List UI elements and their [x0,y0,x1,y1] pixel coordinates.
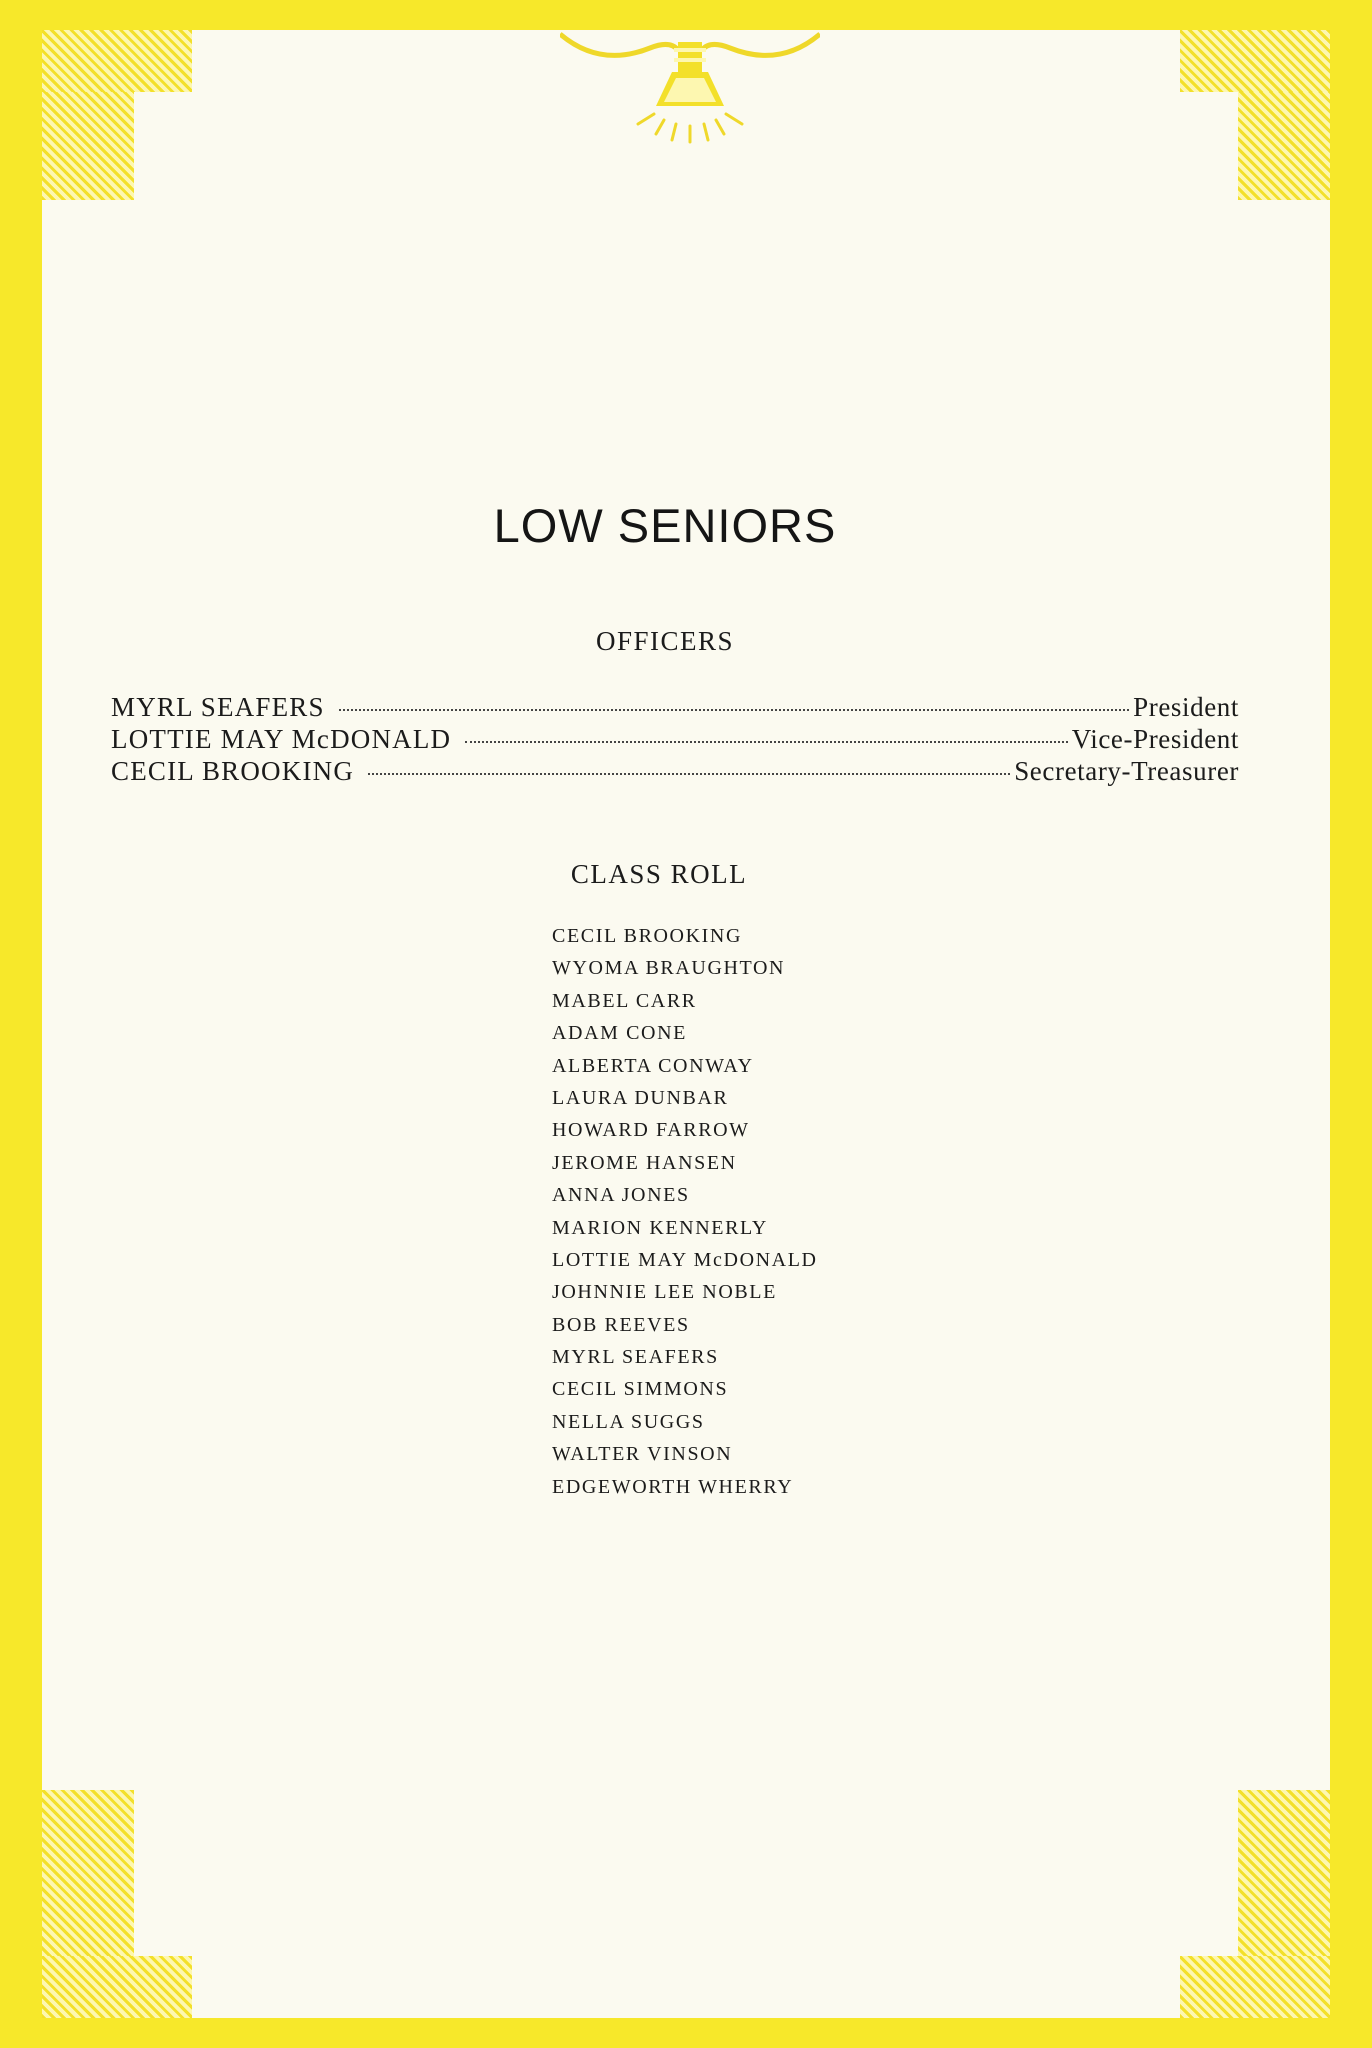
class-roll-item: CECIL SIMMONS [552,1378,729,1401]
class-roll-item: BOB REEVES [552,1313,690,1336]
class-roll-item: CECIL BROOKING [552,925,742,947]
class-roll-item: HOWARD FARROW [552,1119,750,1142]
dot-leader [465,741,1068,743]
officer-name: CECIL BROOKING [111,756,355,786]
dot-leader [368,773,1010,775]
officer-role: Secretary-Treasurer [1014,756,1239,786]
page-title: LOW SENIORS [493,499,837,552]
class-roll-item: LOTTIE MAY McDONALD [552,1248,818,1271]
officer-role: President [1133,692,1239,722]
officer-row [111,724,1239,758]
class-roll-item: MARION KENNERLY [552,1216,768,1239]
class-roll-item: MYRL SEAFERS [552,1346,719,1369]
officer-row [111,756,1239,790]
officer-name: MYRL SEAFERS [111,692,325,722]
border-left [0,0,42,2048]
class-roll-item: JEROME HANSEN [552,1151,737,1174]
class-roll-heading: CLASS ROLL [570,859,748,889]
officer-row [111,692,1239,726]
class-roll-list [552,924,818,1507]
class-roll-item: EDGEWORTH WHERRY [552,1475,794,1498]
class-roll-item: MABEL CARR [552,989,697,1012]
corner-ornament-bottom-right [1238,1790,1330,1960]
corner-ornament-bottom-right-horizontal [1180,1956,1330,2018]
class-roll-item: JOHNNIE LEE NOBLE [552,1281,777,1304]
corner-ornament-bottom-left-horizontal [42,1956,192,2018]
officers-heading: OFFICERS [595,626,735,656]
border-bottom [0,2018,1372,2048]
border-right [1330,0,1372,2048]
officer-name: LOTTIE MAY McDONALD [111,724,452,754]
class-roll-item: ALBERTA CONWAY [552,1054,754,1077]
officer-role: Vice-President [1071,724,1239,754]
hanging-lamp-icon [560,28,820,148]
class-roll-item: NELLA SUGGS [552,1410,705,1433]
corner-ornament-bottom-left [42,1790,134,1960]
class-roll-item: WALTER VINSON [552,1443,733,1466]
corner-ornament-top-right-horizontal [1180,30,1330,92]
class-roll-item: LAURA DUNBAR [552,1086,729,1109]
class-roll-item: ADAM CONE [552,1022,687,1045]
corner-ornament-top-left-horizontal [42,30,192,92]
class-roll-item: WYOMA BRAUGHTON [552,957,786,980]
dot-leader [339,709,1129,711]
class-roll-item: ANNA JONES [552,1184,690,1207]
border-top [0,0,1372,30]
